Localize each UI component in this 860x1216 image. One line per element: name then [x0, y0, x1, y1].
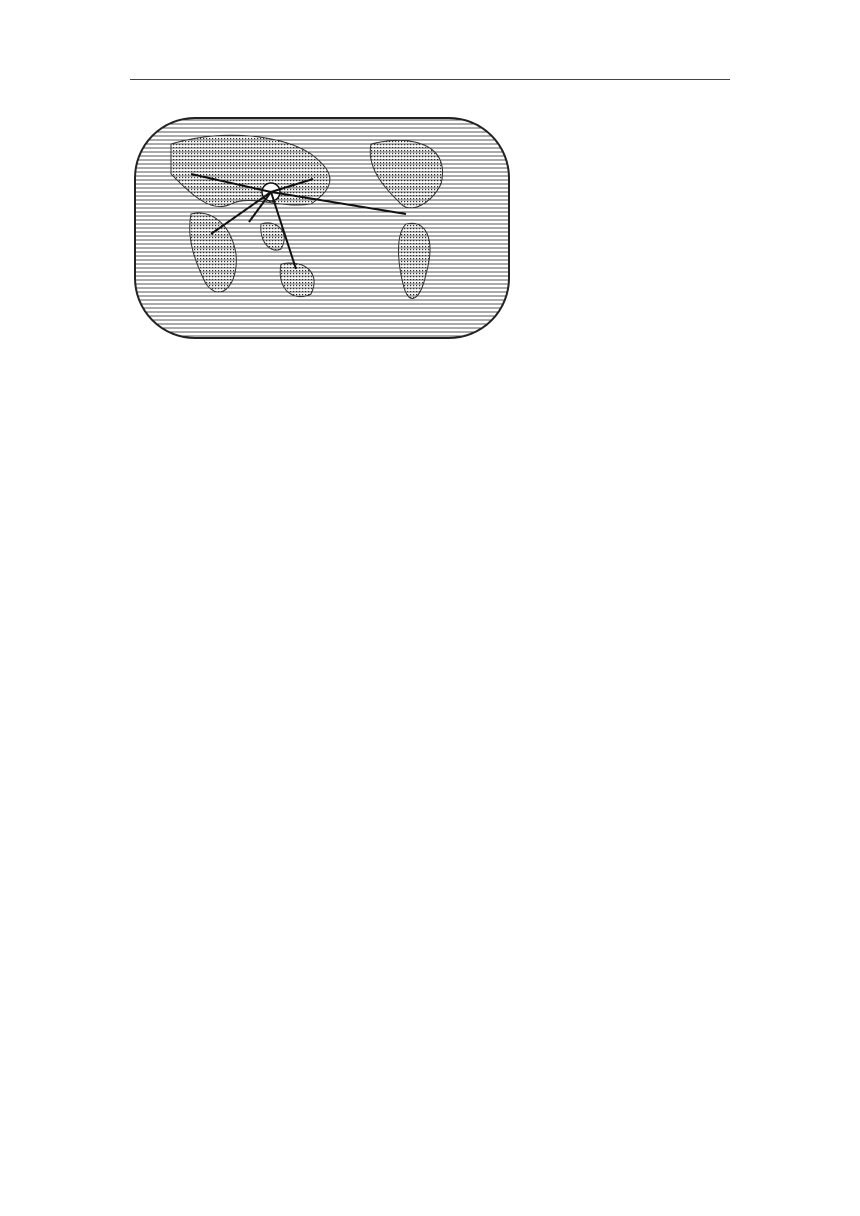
header-rule — [130, 79, 730, 80]
page-content — [131, 104, 731, 350]
world-map-figure — [131, 114, 513, 342]
